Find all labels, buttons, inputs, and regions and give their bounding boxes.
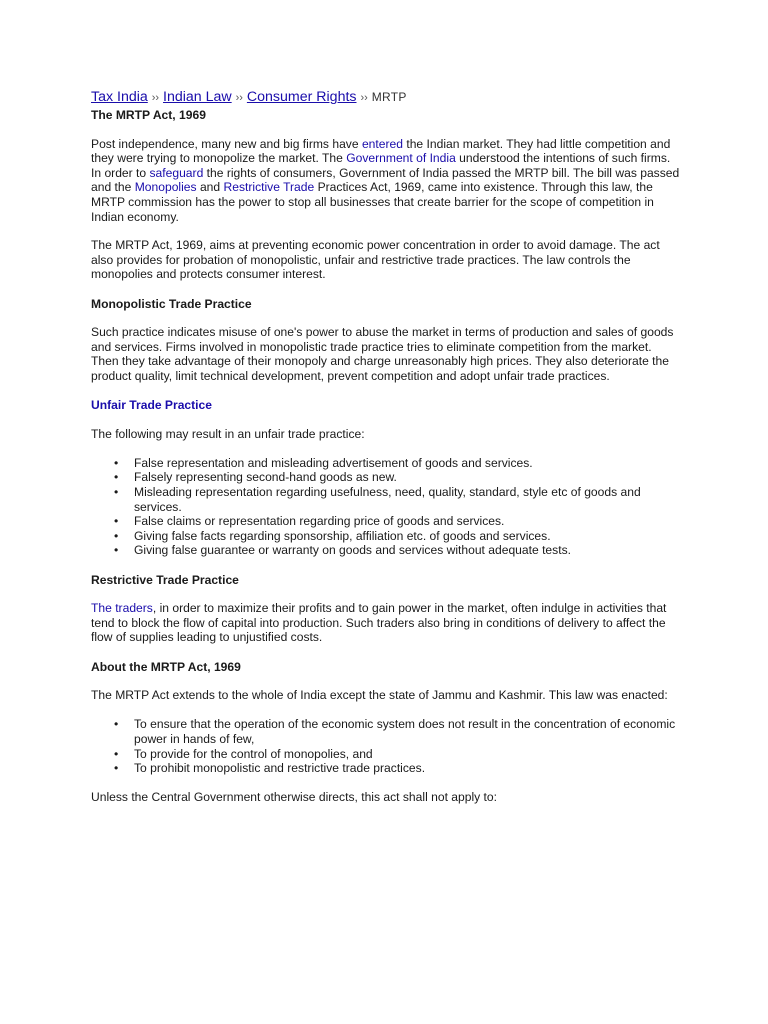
list-item <box>114 455 681 471</box>
list-item-text: To provide for the control of monopolies, and <box>134 746 373 761</box>
list-item-text: Misleading representation regarding usefulness, need, quality, standard, style etc of goods and services. <box>134 485 641 514</box>
section-heading-restrictive: Restrictive Trade Practice <box>91 572 239 587</box>
bullet-icon: • <box>114 761 119 776</box>
restrictive-text: , in order to maximize their profits and to gain power in the market, often indulge in activities that tend to block the flow of capital into production. Such traders also bring in conditions of delivery to affect the flow of supplies leading to unjustified costs. <box>91 601 667 645</box>
list-item <box>114 470 681 485</box>
list-item-text: False representation and misleading advertisement of goods and services. <box>134 455 533 470</box>
link-monopolies[interactable]: Monopolies <box>134 180 197 195</box>
list-item <box>114 485 681 514</box>
bullet-icon: • <box>114 470 119 485</box>
unfair-practices-list <box>91 456 681 558</box>
bullet-icon: • <box>114 514 119 529</box>
list-item-text: Falsely representing second-hand goods as new. <box>134 470 397 485</box>
link-restrictive-trade[interactable]: Restrictive Trade <box>223 180 315 195</box>
list-item <box>114 514 681 529</box>
bullet-icon: • <box>114 455 119 470</box>
intro-text: the Indian market. They had little competition and they were trying to monopolize the market. The <box>91 136 671 166</box>
about-paragraph: The MRTP Act extends to the whole of India except the state of Jammu and Kashmir. This law was enacted: <box>91 688 668 703</box>
list-item-text: To prohibit monopolistic and restrictive trade practices. <box>134 761 426 776</box>
link-the-traders[interactable]: The traders <box>91 601 153 616</box>
breadcrumb <box>91 89 681 107</box>
intro-text: and <box>196 180 224 195</box>
list-item <box>114 543 681 558</box>
intro-text: understood the intentions of such firms. In order to <box>91 151 671 180</box>
breadcrumb-link-consumer-rights[interactable]: Consumer Rights <box>246 89 357 105</box>
bullet-icon: • <box>114 543 119 558</box>
list-item-text: To ensure that the operation of the economic system does not result in the concentration of economic power in hands of few, <box>134 717 676 746</box>
aims-paragraph: The MRTP Act, 1969, aims at preventing economic power concentration in order to avoid damage. The act also provides for probation of monopolistic, unfair and restrictive trade practices. The law controls the monopolies and protects consumer interest. <box>91 238 660 282</box>
about-objectives-list <box>91 717 681 775</box>
list-item <box>114 528 681 544</box>
breadcrumb-separator: ›› <box>151 92 160 104</box>
section-heading-unfair[interactable]: Unfair Trade Practice <box>91 398 212 413</box>
breadcrumb-separator: ›› <box>235 92 243 104</box>
list-item-text: Giving false facts regarding sponsorship, affiliation etc. of goods and services. <box>134 528 551 543</box>
list-item <box>114 761 681 776</box>
unfair-intro-paragraph: The following may result in an unfair trade practice: <box>91 426 365 441</box>
breadcrumb-link-indian-law[interactable]: Indian Law <box>163 89 232 105</box>
intro-paragraph <box>91 137 681 225</box>
intro-text: Practices Act, 1969, came into existence. Through this law, the MRTP commission has the power to stop all businesses that create barrier for the scope of competition in Indian economy. <box>91 180 654 224</box>
monopolistic-paragraph: Such practice indicates misuse of one's power to abuse the market in terms of production and sales of goods and services. Firms involved in monopolistic trade practice tries to eliminate competition from the market. Then they take advantage of their monopoly and charge unreasonably high prices. They also deteriorate the product quality, limit technical development, prevent competition and adopt unfair trade practices. <box>91 325 674 383</box>
restrictive-paragraph <box>91 601 681 645</box>
list-item-text: Giving false guarantee or warranty on goods and services without adequate tests. <box>134 543 571 558</box>
document-page <box>91 89 681 804</box>
bullet-icon: • <box>114 485 119 500</box>
link-entered[interactable]: entered <box>361 136 403 151</box>
breadcrumb-link-tax-india[interactable]: Tax India <box>91 89 148 105</box>
list-item <box>114 717 681 746</box>
list-item-text: False claims or representation regarding price of goods and services. <box>134 514 505 529</box>
intro-text: Post independence, many new and big firms have <box>91 136 362 151</box>
breadcrumb-separator: ›› <box>360 92 368 104</box>
page-title: The MRTP Act, 1969 <box>91 108 206 122</box>
link-safeguard[interactable]: safeguard <box>149 165 204 180</box>
list-item <box>114 746 681 762</box>
bullet-icon: • <box>114 528 119 543</box>
link-government-of-india[interactable]: Government of India <box>346 151 456 166</box>
section-heading-about: About the MRTP Act, 1969 <box>91 659 241 674</box>
bullet-icon: • <box>114 746 119 761</box>
bullet-icon: • <box>114 717 119 732</box>
closing-paragraph: Unless the Central Government otherwise directs, this act shall not apply to: <box>91 789 498 804</box>
section-heading-monopolistic: Monopolistic Trade Practice <box>91 296 252 311</box>
intro-text: the rights of consumers, Government of India passed the MRTP bill. The bill was passed and the <box>91 165 680 195</box>
breadcrumb-current: MRTP <box>371 90 407 104</box>
